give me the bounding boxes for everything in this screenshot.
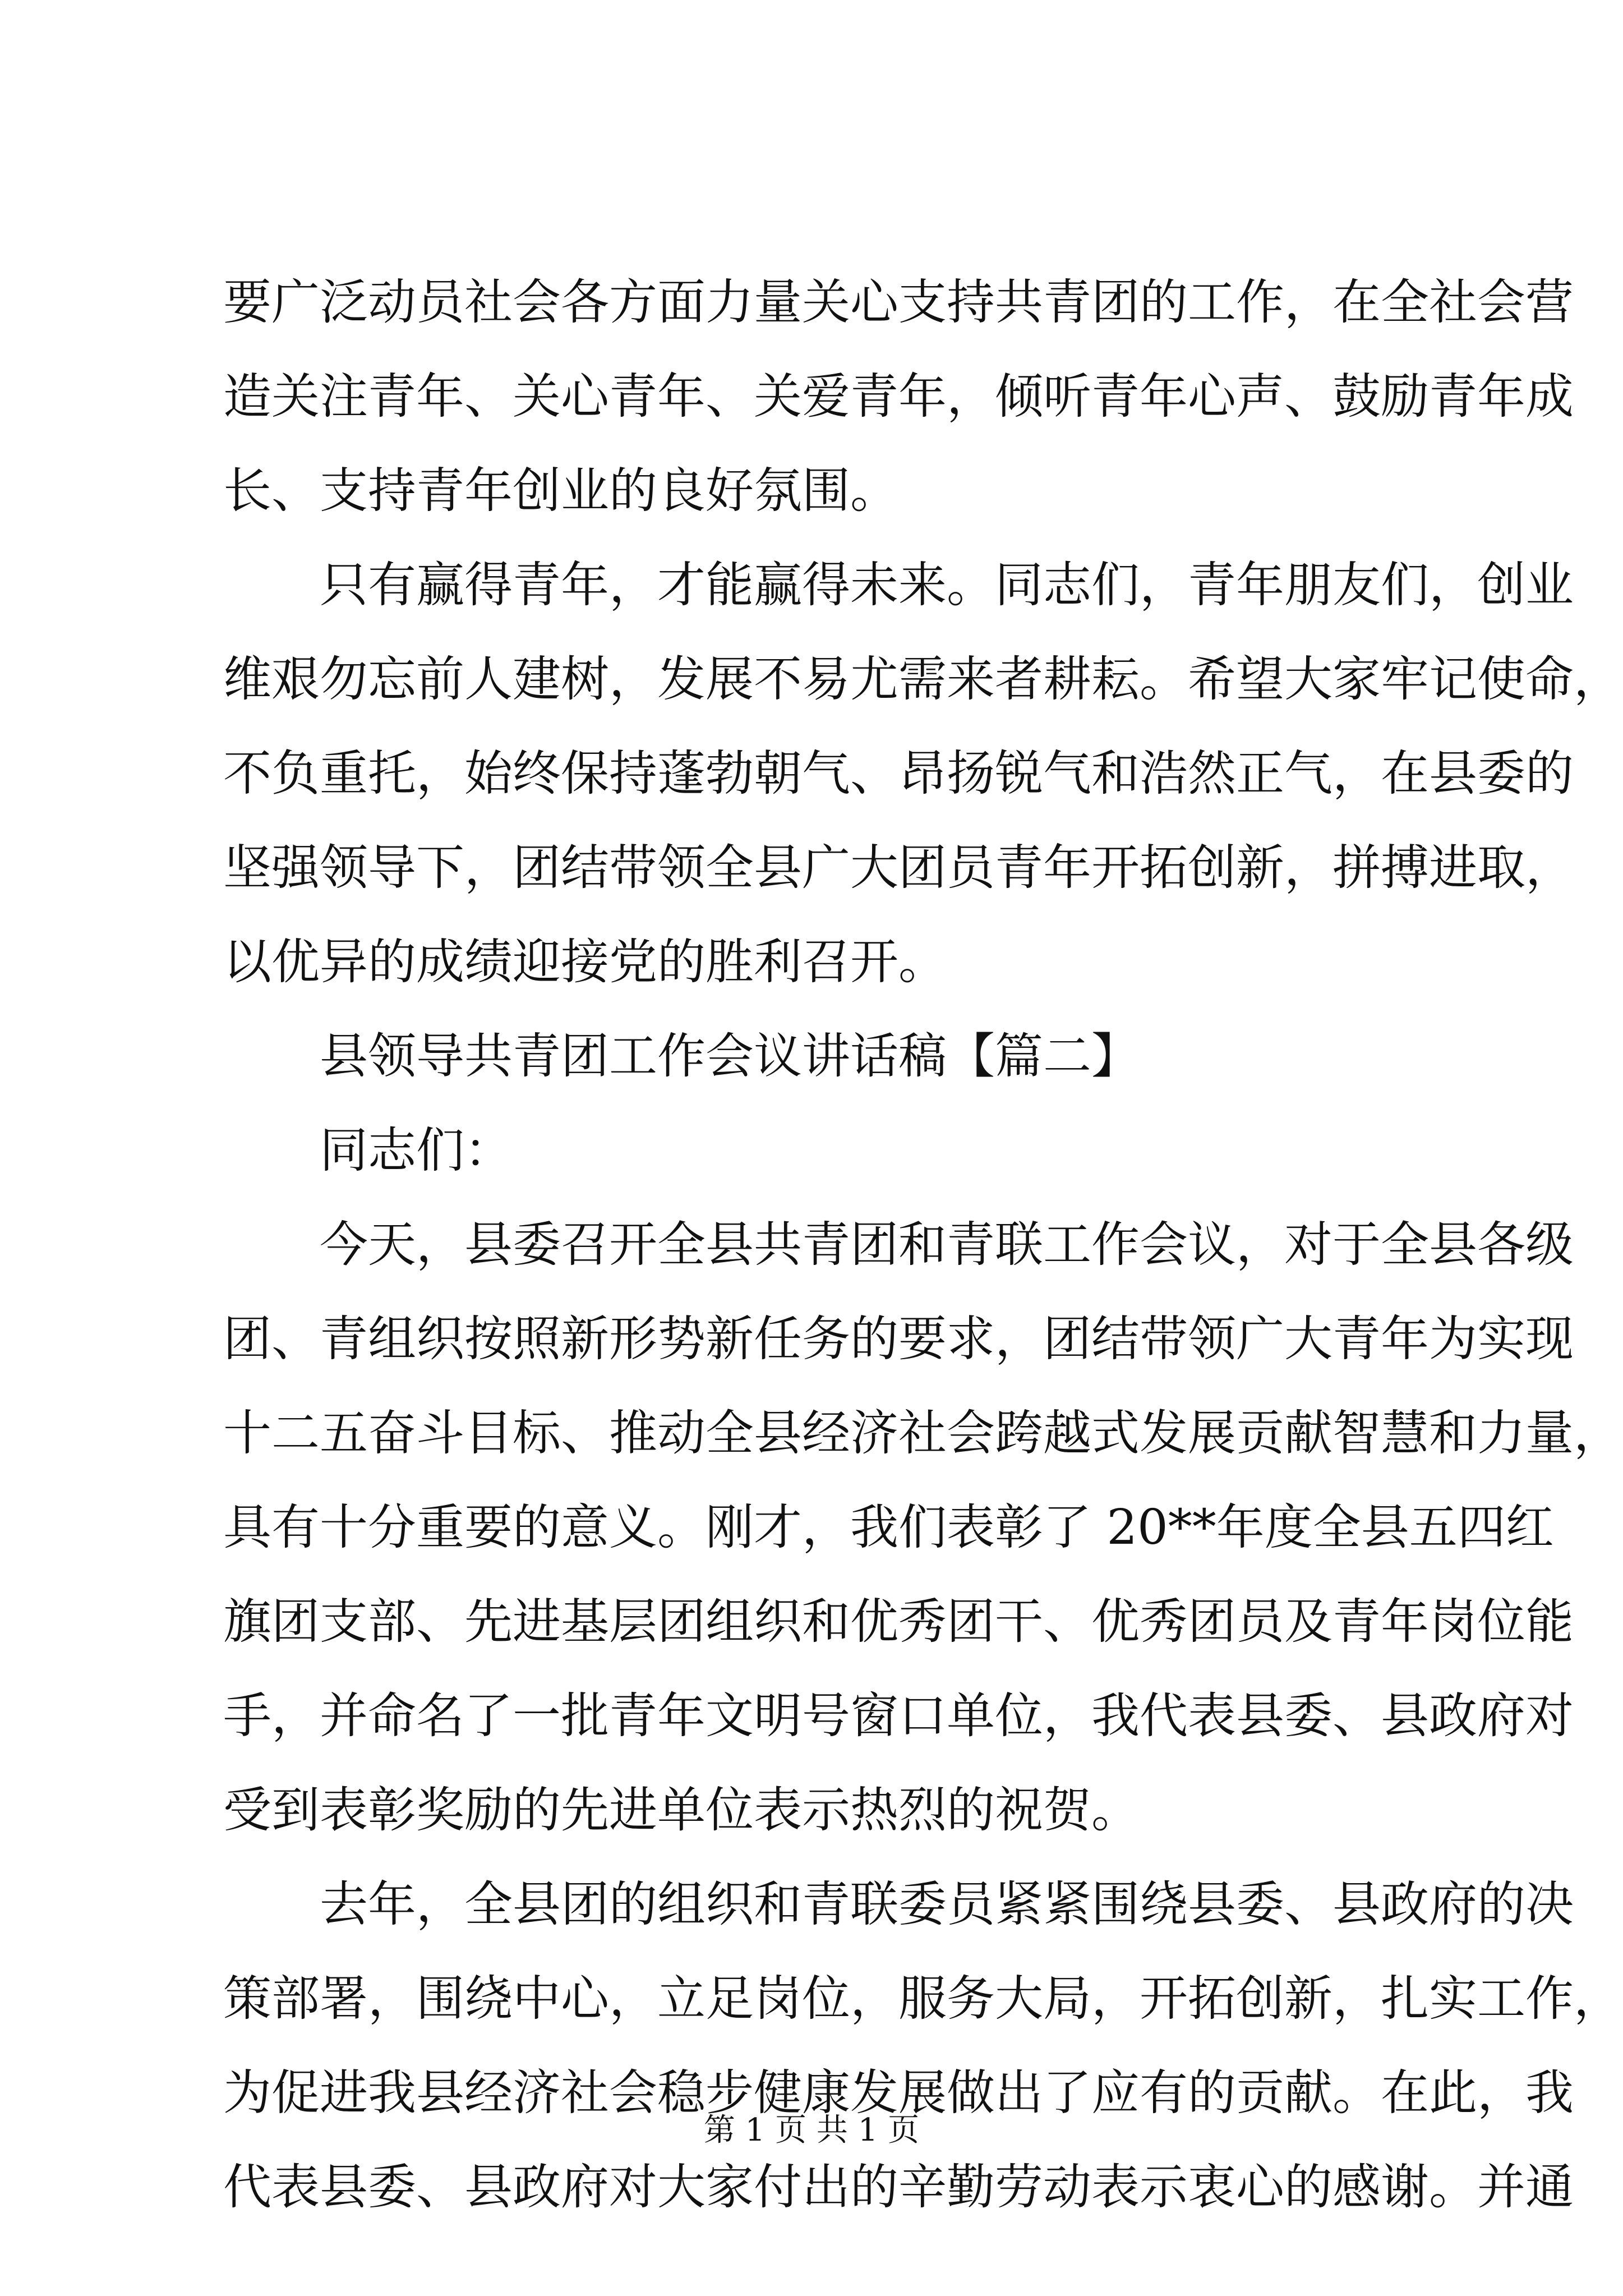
body-line: 以优异的成绩迎接党的胜利召开。 (223, 934, 947, 990)
body-line: 手，并命名了一批青年文明号窗口单位，我代表县委、县政府对 (223, 1688, 1574, 1744)
body-line: 受到表彰奖励的先进单位表示热烈的祝贺。 (223, 1782, 1140, 1838)
body-line: 维艰勿忘前人建树，发展不易尤需来者耕耘。希望大家牢记使命， (223, 651, 1622, 707)
body-line: 策部署，围绕中心，立足岗位，服务大局，开拓创新，扎实工作， (223, 1971, 1622, 2027)
body-line: 具有十分重要的意义。刚才，我们表彰了 20**年度全县五四红 (223, 1499, 1554, 1556)
body-line: 要广泛动员社会各方面力量关心支持共青团的工作，在全社会营 (223, 274, 1574, 330)
section-heading: 县领导共青团工作会议讲话稿【篇二】 (320, 1028, 1140, 1084)
body-line: 团、青组织按照新形势新任务的要求，团结带领广大青年为实现 (223, 1311, 1574, 1367)
body-line: 今天，县委召开全县共青团和青联工作会议，对于全县各级 (320, 1217, 1574, 1273)
page-footer: 第 1 页 共 1 页 (703, 2112, 920, 2148)
body-line: 代表县委、县政府对大家付出的辛勤劳动表示衷心的感谢。并通 (223, 2159, 1574, 2215)
body-line: 为促进我县经济社会稳步健康发展做出了应有的贡献。在此，我 (223, 2065, 1574, 2121)
body-line: 坚强领导下，团结带领全县广大团员青年开拓创新，拼搏进取， (223, 840, 1574, 896)
body-line: 只有赢得青年，才能赢得未来。同志们，青年朋友们，创业 (320, 557, 1574, 613)
body-line: 旗团支部、先进基层团组织和优秀团干、优秀团员及青年岗位能 (223, 1594, 1574, 1650)
document-body (223, 255, 1622, 2234)
salutation: 同志们： (320, 1122, 513, 1179)
body-line: 造关注青年、关心青年、关爱青年，倾听青年心声、鼓励青年成 (223, 369, 1574, 425)
body-line: 长、支持青年创业的良好氛围。 (223, 463, 898, 519)
body-line: 不负重托，始终保持蓬勃朝气、昂扬锐气和浩然正气，在县委的 (223, 746, 1574, 802)
body-line: 去年，全县团的组织和青联委员紧紧围绕县委、县政府的决 (320, 1876, 1574, 1932)
body-line: 十二五奋斗目标、推动全县经济社会跨越式发展贡献智慧和力量， (223, 1405, 1622, 1461)
